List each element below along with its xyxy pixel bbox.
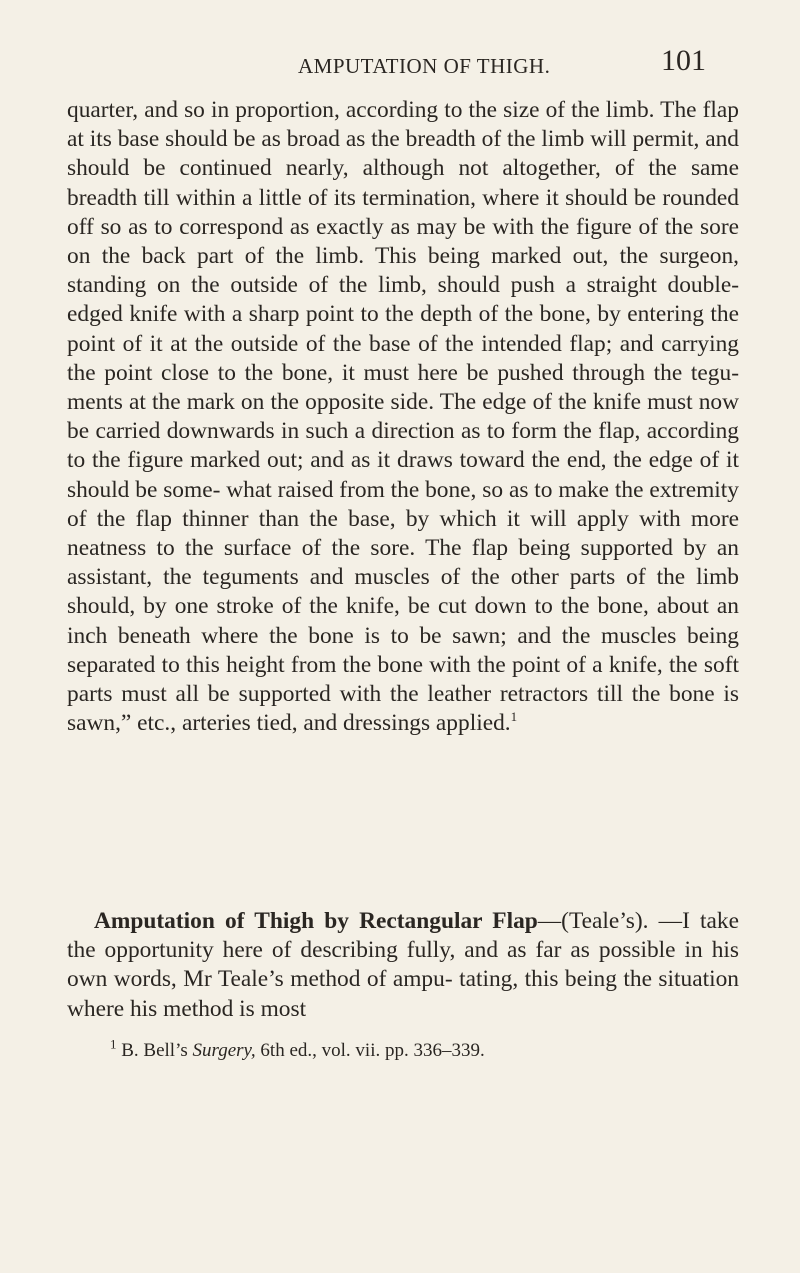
footnote-details: 6th ed., vol. vii. pp. 336–339. — [260, 1040, 485, 1061]
paragraph-1-body: quarter, and so in proportion, according to the size of the limb. The flap at its base should be as broad as the breadth of the limb will permit, and should be continued nearly, although not altogether, of the same breadth till within a little of its termination, where it should be rounded off so as to correspond as exactly as may be with the figure of the sore on the back part of the limb. This being marked out, the surgeon, standing on the outside of the limb, should push a straight double-edged knife with a sharp point to the depth of the bone, by entering the point of it at the outside of the base of the intended flap; and carrying the point close to the bone, it must here be pushed through the tegu- ments at the mark on the opposite side. The edge of the knife must now be carried downwards in such a direction as to form the flap, according to the figure marked out; and as it draws toward the end, the edge of it should be some- what raised from the bone, so as to make the extremity of the flap thinner than the base, by which it will apply with more neatness to the surface of the sore. The flap being supported by an assistant, the teguments and muscles of the other parts of the limb should, by one stroke of the knife, be cut down to the bone, about an inch beneath where the bone is to be sawn; and the muscles being separated to this height from the bone with the point of a knife, the soft parts must all be supported with the leather retractors till the bone is sawn,” etc., arteries tied, and dressings applied. — [67, 97, 739, 737]
running-head — [0, 44, 800, 84]
footnote-marker: 1 — [110, 1036, 117, 1052]
paragraph-2-text — [67, 907, 739, 1024]
running-title: AMPUTATION OF THIGH. — [298, 54, 551, 78]
footnote-author: B. Bell’s — [121, 1040, 188, 1061]
paragraph-1 — [67, 96, 739, 738]
paragraph-2-body: —I take the opportunity here of describing fully, and as far as possible in his own words, Mr Teale’s method of ampu- tating, this being the situation where his method is most — [67, 908, 739, 1022]
page-number: 101 — [661, 44, 706, 77]
footnote — [110, 1036, 485, 1063]
footnote-reference: 1 — [510, 709, 518, 725]
paragraph-1-text — [67, 96, 739, 738]
footnote-book-title: Surgery, — [192, 1040, 256, 1061]
paragraph-2 — [67, 907, 739, 1024]
section-heading: Amputation of Thigh by Rectangular Flap — [94, 908, 538, 934]
section-heading-suffix: —(Teale’s). — [537, 908, 649, 934]
